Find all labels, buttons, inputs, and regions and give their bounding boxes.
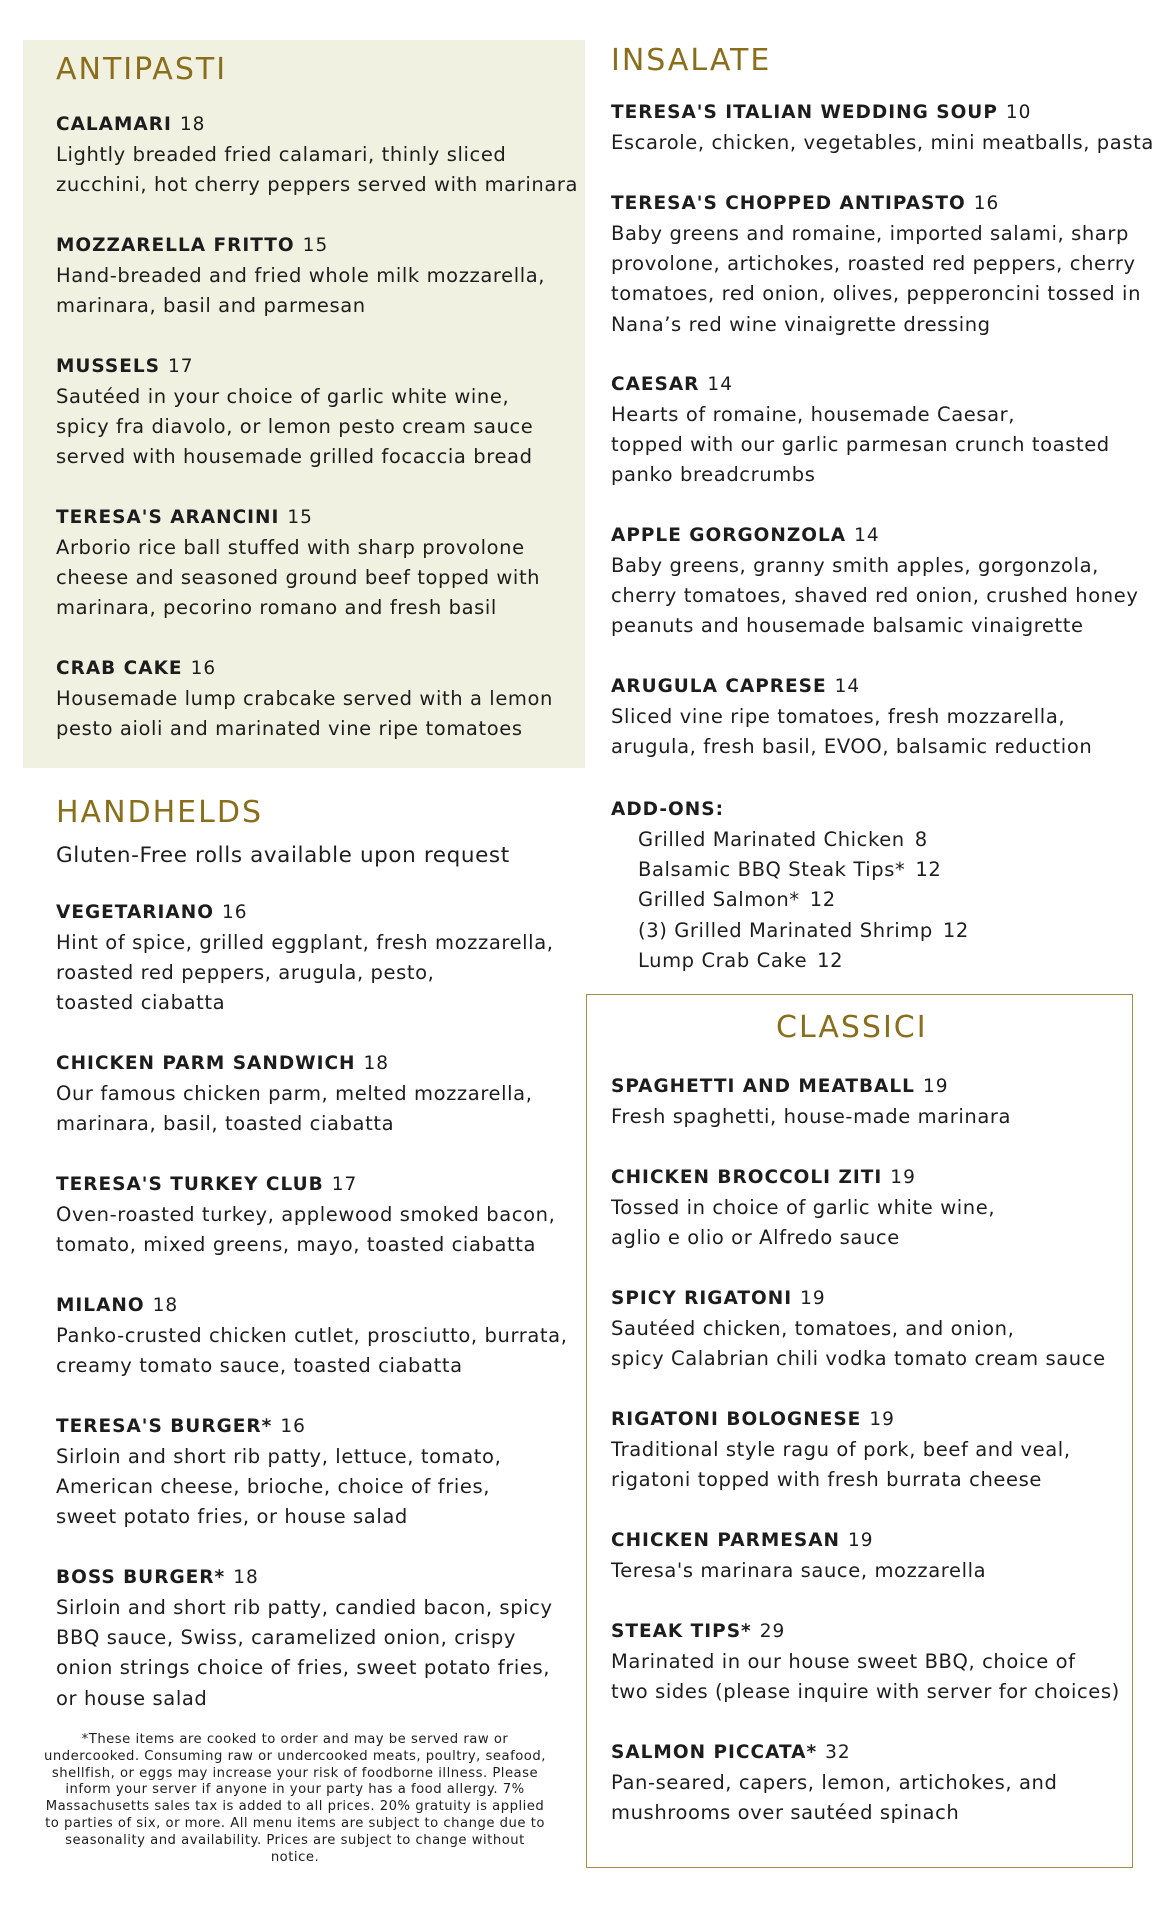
menu-item-price: 19 — [869, 1409, 895, 1430]
description-line: Escarole, chicken, vegetables, mini meatballs, pasta — [611, 131, 1154, 154]
menu-item-name: CRAB CAKE — [56, 658, 183, 679]
menu-item-description — [56, 928, 554, 1019]
description-line: Arborio rice ball stuffed with sharp provolone — [56, 536, 525, 559]
menu-item-header — [611, 1072, 1011, 1102]
description-line: Sliced vine ripe tomatoes, fresh mozzarella, — [611, 705, 1066, 728]
menu-item-description — [611, 400, 1110, 491]
menu-item-description — [611, 1193, 995, 1253]
menu-item-header — [56, 898, 554, 928]
menu-item-price: 32 — [825, 1742, 851, 1763]
menu-item-name: VEGETARIANO — [56, 902, 214, 923]
menu-item — [56, 1170, 555, 1260]
menu-item-price: 16 — [280, 1416, 306, 1437]
menu-item-description — [56, 140, 578, 200]
addon-name: Balsamic BBQ Steak Tips* — [638, 858, 906, 882]
menu-item — [56, 110, 578, 200]
description-line: mushrooms over sautéed spinach — [611, 1801, 960, 1825]
menu-item-name: MILANO — [56, 1295, 145, 1316]
menu-item-header — [56, 1049, 533, 1079]
addon-item — [611, 885, 969, 915]
menu-item-header — [56, 352, 533, 382]
description-line: Fresh spaghetti, house-made marinara — [611, 1105, 1012, 1128]
menu-item — [611, 1526, 986, 1586]
menu-item — [56, 1049, 533, 1139]
menu-item-header — [611, 1617, 1120, 1647]
menu-item-name: CHICKEN PARM SANDWICH — [56, 1053, 356, 1074]
description-line: Baby greens and romaine, imported salami, sharp — [611, 222, 1129, 245]
menu-item-name: SPAGHETTI AND MEATBALL — [611, 1076, 915, 1097]
menu-item-price: 16 — [221, 902, 248, 923]
description-line: provolone, artichokes, roasted red peppers, cherry — [611, 252, 1136, 276]
menu-item-description — [611, 1314, 1106, 1374]
description-line: tomato, mixed greens, mayo, toasted ciabatta — [56, 1233, 537, 1257]
menu-item-header — [56, 110, 578, 140]
description-line: aglio e olio or Alfredo sauce — [611, 1226, 900, 1250]
menu-item — [611, 98, 1154, 158]
description-line: Our famous chicken parm, melted mozzarella, — [56, 1082, 533, 1105]
menu-item-description — [611, 702, 1092, 762]
addon-item — [611, 825, 969, 855]
menu-item-description — [56, 1079, 533, 1139]
description-line: Marinated in our house sweet BBQ, choice of — [611, 1650, 1076, 1673]
menu-item-description — [56, 1442, 501, 1533]
menu-item-description — [611, 128, 1154, 158]
description-line: American cheese, brioche, choice of fries, — [56, 1475, 491, 1499]
menu-item-price: 14 — [707, 374, 733, 395]
menu-item-name: CALAMARI — [56, 114, 172, 135]
menu-item-description — [611, 551, 1138, 642]
menu-item-header — [56, 1563, 553, 1593]
allergy-disclaimer: *These items are cooked to order and may be served raw or undercooked. Consuming raw or undercooked meats, poultry, seafood, shellfish, or eggs may increase your risk of foodborne illness. Please inform your server if anyone in your party has a food allergy. 7% Massachusetts sales tax is added to all prices. 20% gratuity is applied to parties of six, or more. All menu items are subject to change due to seasonality and availability. Prices are subject to change without notice. — [44, 1732, 546, 1865]
menu-item-name: STEAK TIPS* — [611, 1621, 752, 1642]
description-line: panko breadcrumbs — [611, 463, 816, 487]
menu-item-header — [56, 231, 545, 261]
menu-item-price: 19 — [800, 1288, 826, 1309]
description-line: Hearts of romaine, housemade Caesar, — [611, 403, 1016, 426]
menu-item-header — [56, 1412, 501, 1442]
menu-item-description — [56, 533, 540, 624]
menu-item-header — [611, 1163, 995, 1193]
classici-title: CLASSICI — [776, 1010, 928, 1045]
addon-price: 12 — [809, 888, 836, 912]
addon-name: Grilled Marinated Chicken — [638, 828, 905, 851]
description-line: Oven-roasted turkey, applewood smoked bacon, — [56, 1203, 556, 1226]
menu-item-description — [56, 1200, 555, 1260]
menu-item-price: 18 — [363, 1053, 390, 1074]
description-line: marinara, pecorino romano and fresh basil — [56, 596, 497, 620]
menu-item — [611, 1617, 1120, 1707]
description-line: BBQ sauce, Swiss, caramelized onion, crispy — [56, 1626, 517, 1650]
menu-item-description — [611, 1435, 1071, 1495]
handhelds-title: HANDHELDS — [56, 795, 263, 830]
menu-item-description — [56, 1321, 568, 1381]
description-line: Teresa's marinara sauce, mozzarella — [611, 1559, 987, 1582]
menu-item-price: 17 — [168, 356, 194, 377]
menu-item-header — [611, 1284, 1106, 1314]
menu-item-price: 18 — [233, 1567, 259, 1588]
menu-item — [56, 352, 533, 473]
menu-item — [611, 1738, 1058, 1828]
menu-item-price: 17 — [331, 1174, 358, 1195]
handhelds-subtitle: Gluten-Free rolls available upon request — [56, 843, 510, 868]
description-line: spicy fra diavolo, or lemon pesto cream sauce — [56, 415, 534, 439]
description-line: served with housemade grilled focaccia bread — [56, 445, 533, 469]
description-line: Sirloin and short rib patty, lettuce, tomato, — [56, 1445, 502, 1468]
description-line: Sirloin and short rib patty, candied bacon, spicy — [56, 1596, 553, 1619]
menu-item-name: CHICKEN PARMESAN — [611, 1530, 841, 1551]
menu-item-description — [611, 1647, 1120, 1707]
menu-item — [56, 503, 540, 624]
description-line: peanuts and housemade balsamic vinaigrette — [611, 614, 1084, 638]
menu-item-price: 14 — [854, 525, 880, 546]
description-line: cherry tomatoes, shaved red onion, crushed honey — [611, 584, 1139, 608]
description-line: Nana’s red wine vinaigrette dressing — [611, 312, 991, 336]
insalate-title: INSALATE — [611, 43, 772, 78]
menu-item-price: 19 — [890, 1167, 916, 1188]
menu-item — [611, 1072, 1011, 1132]
addon-price: 12 — [942, 918, 969, 942]
menu-item-price: 18 — [179, 114, 206, 135]
description-line: roasted red peppers, arugula, pesto, — [56, 961, 435, 985]
menu-item — [56, 898, 554, 1019]
description-line: Lightly breaded fried calamari, thinly sliced — [56, 143, 507, 166]
description-line: rigatoni topped with fresh burrata cheese — [611, 1468, 1042, 1492]
addon-item — [611, 855, 969, 885]
menu-item-name: ARUGULA CAPRESE — [611, 676, 827, 697]
menu-item-description — [56, 261, 545, 321]
addon-name: (3) Grilled Marinated Shrimp — [638, 918, 933, 942]
description-line: Housemade lump crabcake served with a lemon — [56, 687, 554, 710]
description-line: topped with our garlic parmesan crunch toasted — [611, 433, 1110, 457]
menu-item — [611, 1405, 1071, 1495]
description-line: marinara, basil and parmesan — [56, 294, 366, 318]
menu-item-header — [611, 1738, 1058, 1768]
menu-item-price: 16 — [973, 193, 1000, 214]
description-line: tomatoes, red onion, olives, pepperoncini tossed in — [611, 282, 1142, 306]
menu-item-header — [56, 1170, 555, 1200]
menu-item-header — [611, 1405, 1071, 1435]
description-line: Tossed in choice of garlic white wine, — [611, 1196, 996, 1219]
menu-item-name: APPLE GORGONZOLA — [611, 525, 847, 546]
description-line: Traditional style ragu of pork, beef and veal, — [611, 1438, 1071, 1461]
menu-item-name: BOSS BURGER* — [56, 1567, 226, 1588]
antipasti-title: ANTIPASTI — [56, 52, 228, 87]
description-line: pesto aioli and marinated vine ripe tomatoes — [56, 717, 523, 741]
menu-item-header — [611, 521, 1138, 551]
menu-item-name: RIGATONI BOLOGNESE — [611, 1409, 862, 1430]
menu-item-name: TERESA'S BURGER* — [56, 1416, 273, 1437]
menu-item-header — [611, 672, 1092, 702]
addon-item — [611, 946, 969, 976]
menu-item-description — [611, 219, 1141, 340]
description-line: spicy Calabrian chili vodka tomato cream sauce — [611, 1347, 1106, 1371]
menu-item-name: CAESAR — [611, 374, 700, 395]
menu-item-header — [611, 370, 1110, 400]
addon-item — [611, 916, 969, 946]
menu-item — [611, 1284, 1106, 1374]
menu-item-name: SALMON PICCATA* — [611, 1742, 818, 1763]
menu-item — [56, 1412, 501, 1533]
menu-item-price: 29 — [759, 1621, 786, 1642]
menu-item — [611, 370, 1110, 491]
menu-item-price: 10 — [1005, 102, 1032, 123]
description-line: Sautéed in your choice of garlic white wine, — [56, 385, 510, 408]
addon-price: 12 — [915, 858, 942, 882]
description-line: two sides (please inquire with server for choices) — [611, 1680, 1120, 1704]
menu-item — [56, 231, 545, 321]
description-line: arugula, fresh basil, EVOO, balsamic reduction — [611, 735, 1093, 759]
description-line: cheese and seasoned ground beef topped with — [56, 566, 541, 590]
menu-item-description — [56, 1593, 553, 1714]
menu-item-description — [611, 1556, 986, 1586]
menu-item-header — [611, 189, 1141, 219]
menu-item-name: TERESA'S TURKEY CLUB — [56, 1174, 324, 1195]
menu-item-name: MUSSELS — [56, 356, 160, 377]
menu-item — [56, 1563, 553, 1714]
menu-item-price: 15 — [302, 235, 329, 256]
addon-price: 8 — [914, 828, 928, 851]
menu-item-price: 16 — [190, 658, 217, 679]
menu-item — [611, 672, 1092, 762]
menu-item-name: SPICY RIGATONI — [611, 1288, 793, 1309]
menu-item — [56, 654, 553, 744]
menu-item-name: CHICKEN BROCCOLI ZITI — [611, 1167, 883, 1188]
description-line: Sautéed chicken, tomatoes, and onion, — [611, 1317, 1015, 1340]
addons-label: ADD-ONS: — [611, 799, 724, 820]
description-line: creamy tomato sauce, toasted ciabatta — [56, 1354, 463, 1378]
description-line: Hint of spice, grilled eggplant, fresh mozzarella, — [56, 931, 554, 954]
menu-item-header — [611, 98, 1154, 128]
menu-item-name: TERESA'S ITALIAN WEDDING SOUP — [611, 102, 998, 123]
description-line: or house salad — [56, 1686, 208, 1710]
menu-item — [611, 189, 1141, 340]
menu-item-name: MOZZARELLA FRITTO — [56, 235, 295, 256]
menu-item-header — [611, 1526, 986, 1556]
addon-name: Lump Crab Cake — [638, 948, 808, 972]
description-line: onion strings choice of fries, sweet potato fries, — [56, 1656, 551, 1680]
menu-item-price: 19 — [848, 1530, 874, 1551]
description-line: marinara, basil, toasted ciabatta — [56, 1112, 395, 1136]
menu-item-header — [56, 654, 553, 684]
addons-list — [611, 825, 969, 976]
addon-price: 12 — [817, 948, 844, 972]
menu-item-description — [611, 1102, 1011, 1132]
menu-item-description — [611, 1768, 1058, 1828]
description-line: sweet potato fries, or house salad — [56, 1505, 408, 1529]
menu-item-description — [56, 684, 553, 744]
addon-name: Grilled Salmon* — [638, 888, 800, 912]
menu-item-price: 14 — [834, 676, 861, 697]
description-line: Hand-breaded and fried whole milk mozzarella, — [56, 264, 546, 287]
description-line: zucchini, hot cherry peppers served with marinara — [56, 173, 579, 197]
menu-item-header — [56, 1291, 568, 1321]
menu-item — [611, 521, 1138, 642]
description-line: Baby greens, granny smith apples, gorgonzola, — [611, 554, 1099, 577]
menu-item — [56, 1291, 568, 1381]
addons-block — [611, 795, 969, 976]
menu-item — [611, 1163, 995, 1253]
menu-item-name: TERESA'S ARANCINI — [56, 507, 280, 528]
description-line: toasted ciabatta — [56, 991, 226, 1015]
menu-item-price: 18 — [152, 1295, 179, 1316]
menu-item-price: 15 — [287, 507, 313, 528]
menu-item-name: TERESA'S CHOPPED ANTIPASTO — [611, 193, 966, 214]
description-line: Pan-seared, capers, lemon, artichokes, and — [611, 1771, 1058, 1794]
menu-item-header — [56, 503, 540, 533]
description-line: Panko-crusted chicken cutlet, prosciutto, burrata, — [56, 1324, 568, 1347]
menu-item-price: 19 — [922, 1076, 949, 1097]
menu-item-description — [56, 382, 533, 473]
